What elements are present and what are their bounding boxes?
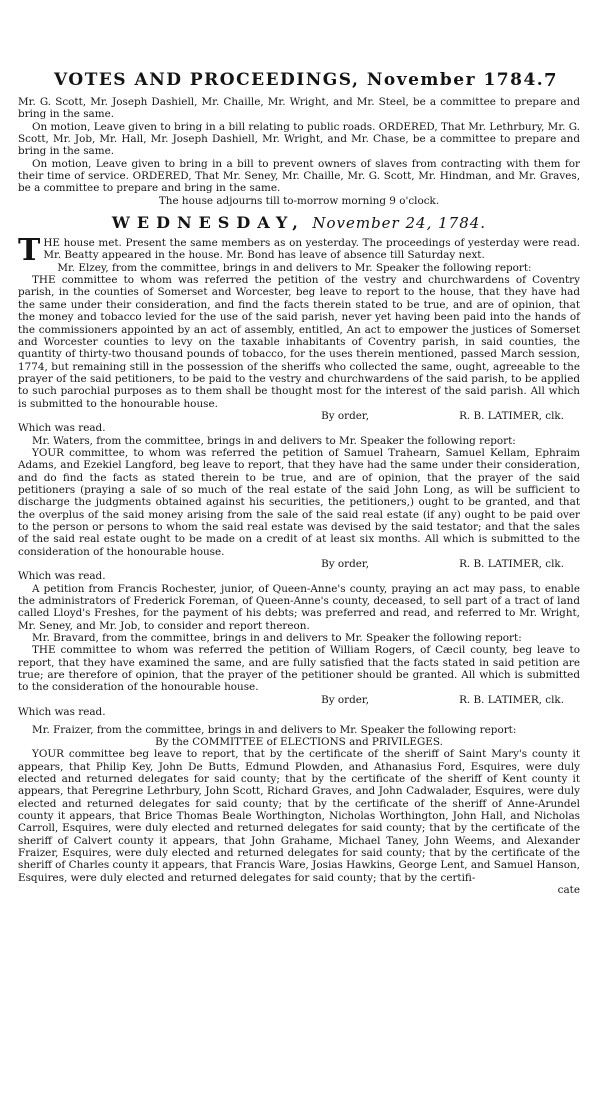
page-body [18,96,580,896]
which-was-read: Which was read. [18,706,106,719]
clerk-name: R. B. LATIMER, clk. [459,693,564,706]
tuesday-paragraph: Mr. G. Scott, Mr. Joseph Dashiell, Mr. Chaille, Mr. Wright, and Mr. Steel, be a committee to prepare and bring in the same. [18,96,580,121]
report-elections: YOUR committee beg leave to report, that by the certificate of the sheriff of Saint Mary's county it appears, that Philip Key, John De Butts, Edmund Plowden, and Athanasius Ford, Esquires, were duly elected and returned delegates for said county; that by the certificate of the sheriff of Kent county it appears, that Peregrine Lethrbury, John Scott, Richard Graves, and John Cadwalader, Esquires, were duly elected and returned delegates for said county; that by the certificate of the sheriff of Anne-Arundel county it appears, that Brice Thomas Beale Worthington, Nicholas Worthington, John Hall, and Nicholas Carroll, Esquires, were duly elected and returned delegates for said county; that by the certificate of the sheriff of Calvert county it appears, that John Grahame, Michael Taney, John Weems, and Alexander Fraizer, Esquires, were duly elected and returned delegates for said county; that by the certificate of the sheriff of Charles county it appears, that Francis Ware, Josias Hawkins, George Lent, and Samuel Hanson, Esquires, were duly elected and returned delegates for said county; that by the certifi- [18,748,580,884]
bravard-intro: Mr. Bravard, from the committee, brings in and delivers to Mr. Speaker the following report: [32,632,522,645]
page-number: 7 [543,70,558,91]
clerk-name: R. B. LATIMER, clk. [459,409,564,422]
day-heading [18,213,580,233]
tuesday-paragraph: On motion, Leave given to bring in a bill to prevent owners of slaves from contracting with them for their time of service. ORDERED, That Mr. Seney, Mr. Chaille, Mr. G. Scott, Mr. Hindman, and Mr. Graves, be a committee to prepare and bring in the same. [18,157,580,195]
report-trahearn: YOUR committee, to whom was referred the petition of Samuel Trahearn, Samuel Kellam, Ephraim Adams, and Ezekiel Langford, beg leave to report, that they have had the same under their consideration, and do find the facts as stated therein to be true, and are of opinion, that the prayer of the said petitioners (praying a sale of so much of the real estate of the said John Long, as will be sufficient to discharge the judgments obtained against his securities, the petitioners,) ought to be granted, and that the overplus of the said money arising from the sale of the said real estate (if any) ought to be paid over to the person or persons to whom the said real estate was devised by the said testator; and that the sales of the said real estate ought to be made on a credit of at least six months. All which is submitted to the consideration of the honourable house. [18,446,580,558]
by-order: By order, [321,693,370,706]
catchword: cate [557,883,580,896]
rochester-petition: A petition from Francis Rochester, junior, of Queen-Anne's county, praying an act may pass, to enable the administrators of Frederick Foreman, of Queen-Anne's county, deceased, to sell part of a tract of land called Lloyd's Freshes, for the payment of his debts; was preferred and read, and referred to Mr. Wright, Mr. Seney, and Mr. Job, to consider and report thereon. [18,582,580,632]
report-coventry: THE committee to whom was referred the petition of the vestry and churchwardens of Coventry parish, in the counties of Somerset and Worcester, beg leave to report to the house, that they have had the same under their consideration, and find the facts therein stated to be true, and are of opinion, that the money and tobacco levied for the use of the said parish, never yet having been paid into the hands of the commissioners appointed by an act of assembly, entitled, An act to empower the justices of Somerset and Worcester counties to levy on the taxable inhabitants of Coventry parish, in said counties, the quantity of thirty-two thousand pounds of tobacco, for the uses therein mentioned, passed March session, 1774, but remaining still in the possession of the sheriffs who collected the same, ought, agreeable to the prayer of the said petitioners, to be paid to the vestry and churchwardens of the said parish, to be applied to such parochial purposes as to them shall be thought most for the interest of the said parish. All which is submitted to the honourable house. [18,274,580,410]
which-was-read: Which was read. [18,422,106,435]
clerk-name: R. B. LATIMER, clk. [459,558,564,571]
elzey-intro: Mr. Elzey, from the committee, brings in and delivers to Mr. Speaker the following report: [57,261,532,274]
day-name: WEDNESDAY, [111,213,305,233]
waters-intro: Mr. Waters, from the committee, brings in and delivers to Mr. Speaker the following report: [32,434,516,447]
which-was-read: Which was read. [18,570,106,583]
signature-line [18,558,580,570]
day-date: November 24, 1784. [312,214,487,233]
signature-line [18,694,580,706]
fraizer-intro: Mr. Fraizer, from the committee, brings in and delivers to Mr. Speaker the following report: [32,723,517,736]
signature-line [18,410,580,422]
page-header [46,70,558,94]
running-title: VOTES AND PROCEEDINGS, November 1784. [54,70,545,90]
by-order: By order, [321,409,370,422]
by-order: By order, [321,558,370,571]
opening-text: HE house met. Present the same members as on yesterday. The proceedings of yesterday were read. Mr. Beatty appeared in the house. Mr. Bond has leave of absence till Saturday next. [43,237,580,262]
drop-capital: T [18,233,41,269]
report-rogers: THE committee to whom was referred the petition of William Rogers, of Cæcil county, beg leave to report, that they have examined the same, and are fully satisfied that the facts stated in said petition are true; are therefore of opinion, that the prayer of the petitioner should be granted. All which is submitted to the consideration of the honourable house. [18,644,580,694]
committee-heading: By the COMMITTEE of ELECTIONS and PRIVILEGES. [155,735,443,748]
adjournment-line: The house adjourns till to-morrow morning 9 o'clock. [158,194,440,207]
tuesday-paragraph: On motion, Leave given to bring in a bill relating to public roads. ORDERED, That Mr. Lethrbury, Mr. G. Scott, Mr. Job, Mr. Hall, Mr. Joseph Dashiell, Mr. Wright, and Mr. Chase, be a committee to prepare and bring in the same. [18,120,580,158]
